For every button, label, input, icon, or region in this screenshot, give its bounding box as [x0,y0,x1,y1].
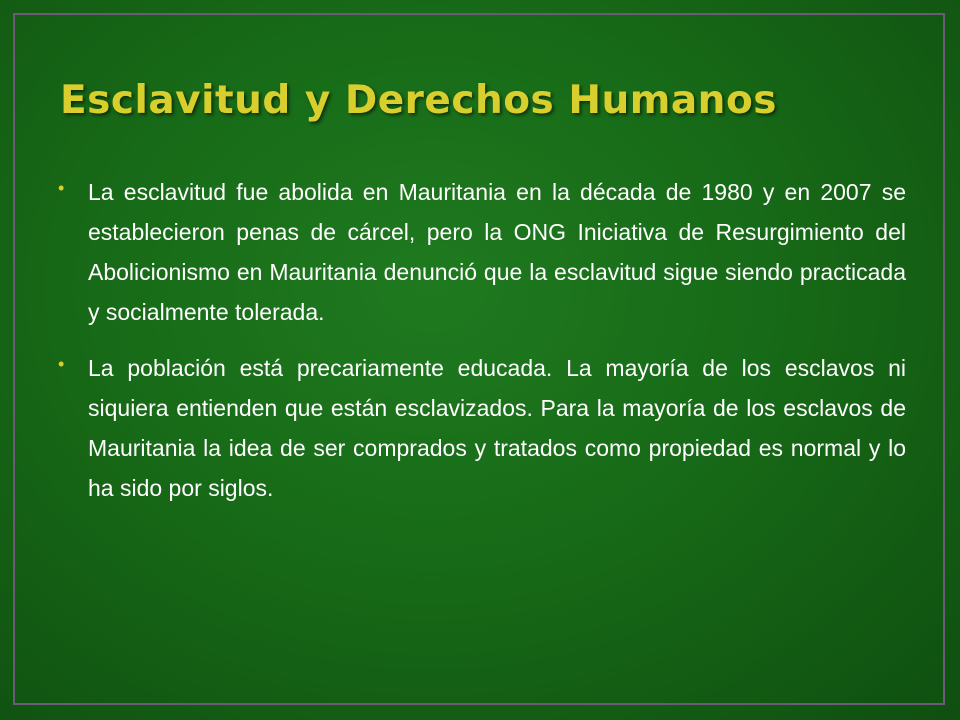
bullet-text: La población está precariamente educada. La mayoría de los esclavos ni siquiera entienden que están esclavizados. Para la mayoría de los esclavos de Mauritania la idea de ser comprados y tratados como propiedad es normal y lo ha sido por siglos. [88,355,906,501]
bullet-dot-icon: • [58,178,65,198]
slide-title: Esclavitud y Derechos Humanos [60,78,777,123]
bullet-text: La esclavitud fue abolida en Mauritania en la década de 1980 y en 2007 se establecieron penas de cárcel, pero la ONG Iniciativa de Resurgimiento del Abolicionismo en Mauritania denunció que la esclavitud sigue siendo practicada y socialmente tolerada. [88,179,906,325]
bullet-item [58,348,906,508]
bullet-list [58,172,906,524]
bullet-dot-icon: • [58,354,65,374]
bullet-item [58,172,906,332]
